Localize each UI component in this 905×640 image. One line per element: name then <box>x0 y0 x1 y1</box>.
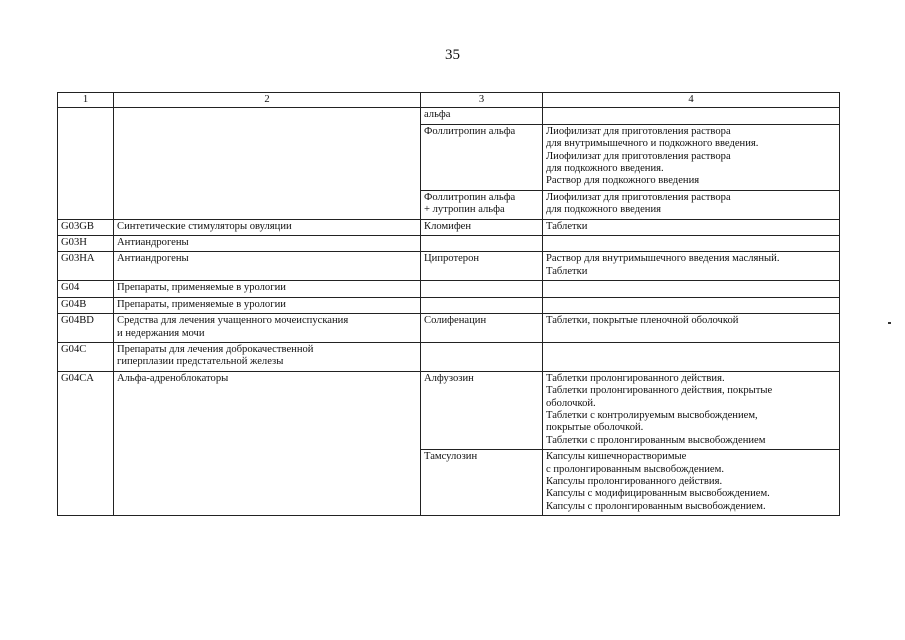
atc-code-cell: G04CA <box>58 371 114 515</box>
dosage-form-line: для подкожного введения <box>546 204 662 216</box>
dosage-form-cell <box>543 297 840 313</box>
dosage-form-line: Лиофилизат для приготовления раствора <box>546 150 731 162</box>
group-name-line: Синтетические стимуляторы овуляции <box>117 220 292 232</box>
group-name-cell <box>114 314 421 343</box>
group-name-line: Препараты, применяемые в урологии <box>117 282 286 294</box>
table-body <box>58 108 840 516</box>
substance-line: Солифенацин <box>424 315 487 327</box>
dosage-form-cell <box>543 219 840 235</box>
atc-code-cell: G04B <box>58 297 114 313</box>
dosage-form-line: для подкожного введения. <box>546 163 664 175</box>
group-name-cell <box>114 371 421 515</box>
dosage-form-line: Капсулы пролонгированного действия. <box>546 475 723 487</box>
substance-line: Алфузозин <box>424 372 474 384</box>
atc-code-cell: G03GB <box>58 219 114 235</box>
dosage-form-line: Таблетки <box>546 220 588 232</box>
dosage-form-line: оболочкой. <box>546 397 596 409</box>
atc-code-cell: G03H <box>58 236 114 252</box>
table-row <box>58 281 840 297</box>
group-name-cell <box>114 108 421 219</box>
group-name-cell <box>114 236 421 252</box>
column-header-forms: 4 <box>543 93 840 108</box>
table-row <box>58 236 840 252</box>
atc-code-cell: G04C <box>58 342 114 371</box>
substance-cell <box>421 314 543 343</box>
dosage-form-line: Раствор для внутримышечного введения масляный. <box>546 253 780 265</box>
dosage-form-line: Таблетки с пролонгированным высвобождением <box>546 434 766 446</box>
group-name-cell <box>114 281 421 297</box>
substance-cell <box>421 371 543 449</box>
group-name-cell <box>114 219 421 235</box>
column-header-code: 1 <box>58 93 114 108</box>
group-name-line: Препараты, применяемые в урологии <box>117 298 286 310</box>
dosage-form-cell <box>543 371 840 449</box>
group-name-cell <box>114 342 421 371</box>
margin-mark <box>888 322 891 324</box>
dosage-form-cell <box>543 190 840 219</box>
dosage-form-line: Капсулы с модифицированным высвобождением. <box>546 488 770 500</box>
dosage-form-cell <box>543 124 840 190</box>
dosage-form-cell <box>543 314 840 343</box>
dosage-form-line: Капсулы кишечнорастворимые <box>546 451 687 463</box>
table-row <box>58 252 840 281</box>
substance-cell <box>421 219 543 235</box>
atc-code-cell: G03HA <box>58 252 114 281</box>
substance-line: Фоллитропин альфа <box>424 125 516 137</box>
substance-cell <box>421 450 543 516</box>
atc-code-cell: G04 <box>58 281 114 297</box>
substance-cell <box>421 236 543 252</box>
group-name-line: Препараты для лечения доброкачественной <box>117 343 314 355</box>
substance-cell <box>421 108 543 124</box>
drug-table <box>57 92 840 516</box>
dosage-form-line: для внутримышечного и подкожного введения. <box>546 138 759 150</box>
dosage-form-cell <box>543 252 840 281</box>
table-row <box>58 219 840 235</box>
dosage-form-line: Раствор для подкожного введения <box>546 175 700 187</box>
table-row <box>58 314 840 343</box>
substance-cell <box>421 342 543 371</box>
dosage-form-cell <box>543 108 840 124</box>
column-header-substance: 3 <box>421 93 543 108</box>
table-row <box>58 108 840 124</box>
atc-code-cell <box>58 108 114 219</box>
substance-line: альфа <box>424 109 451 121</box>
page-number: 35 <box>445 47 460 63</box>
table-row <box>58 342 840 371</box>
dosage-form-line: Таблетки <box>546 265 588 277</box>
dosage-form-cell <box>543 236 840 252</box>
substance-cell <box>421 297 543 313</box>
substance-line: Ципротерон <box>424 253 480 265</box>
group-name-line: Альфа-адреноблокаторы <box>117 372 229 384</box>
dosage-form-line: Лиофилизат для приготовления раствора <box>546 125 731 137</box>
substance-cell <box>421 190 543 219</box>
substance-line: Тамсулозин <box>424 451 478 463</box>
dosage-form-line: Капсулы с пролонгированным высвобождением. <box>546 500 766 512</box>
substance-line: Фоллитропин альфа <box>424 191 516 203</box>
table-header-row <box>58 93 840 108</box>
dosage-form-cell <box>543 342 840 371</box>
group-name-cell <box>114 252 421 281</box>
dosage-form-cell <box>543 281 840 297</box>
column-header-group: 2 <box>114 93 421 108</box>
dosage-form-cell <box>543 450 840 516</box>
table-row <box>58 371 840 449</box>
group-name-line: Средства для лечения учащенного мочеиспускания <box>117 315 349 327</box>
group-name-line: и недержания мочи <box>117 327 205 339</box>
substance-line: + лутропин альфа <box>424 204 505 216</box>
dosage-form-line: Таблетки пролонгированного действия, покрытые <box>546 385 773 397</box>
group-name-line: Антиандрогены <box>117 237 189 249</box>
group-name-line: Антиандрогены <box>117 253 189 265</box>
dosage-form-line: Таблетки, покрытые пленочной оболочкой <box>546 315 739 327</box>
substance-cell <box>421 281 543 297</box>
group-name-cell <box>114 297 421 313</box>
dosage-form-line: с пролонгированным высвобождением. <box>546 463 724 475</box>
dosage-form-line: Таблетки с контролируемым высвобождением, <box>546 409 758 421</box>
table-row <box>58 297 840 313</box>
dosage-form-line: Лиофилизат для приготовления раствора <box>546 191 731 203</box>
substance-line: Кломифен <box>424 220 472 232</box>
dosage-form-line: Таблетки пролонгированного действия. <box>546 372 725 384</box>
atc-code-cell: G04BD <box>58 314 114 343</box>
group-name-line: гиперплазии предстательной железы <box>117 356 284 368</box>
substance-cell <box>421 124 543 190</box>
dosage-form-line: покрытые оболочкой. <box>546 422 644 434</box>
substance-cell <box>421 252 543 281</box>
